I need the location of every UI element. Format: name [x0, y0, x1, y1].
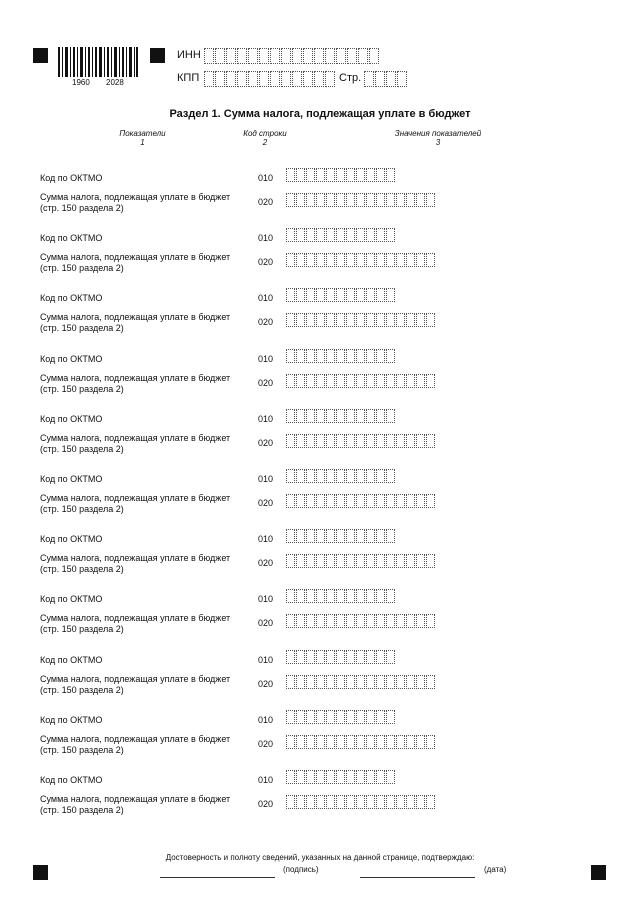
tax-sum-line-code: 020 [258, 799, 274, 809]
oktmo-field[interactable] [286, 228, 396, 242]
barcode-number-left: 1960 [72, 78, 90, 87]
tax-sum-line-code: 020 [258, 197, 274, 207]
oktmo-label: Код по ОКТМО [40, 715, 103, 725]
kpp-label: КПП [177, 72, 200, 84]
oktmo-label: Код по ОКТМО [40, 354, 103, 364]
oktmo-field[interactable] [286, 168, 396, 182]
oktmo-label: Код по ОКТМО [40, 293, 103, 303]
oktmo-field[interactable] [286, 529, 396, 543]
oktmo-line-code: 010 [258, 173, 274, 183]
tax-sum-field[interactable] [286, 614, 436, 628]
inn-label: ИНН [177, 49, 201, 61]
oktmo-line-code: 010 [258, 775, 274, 785]
date-caption: (дата) [484, 865, 507, 874]
registration-marker-bottom-left [33, 865, 48, 880]
oktmo-field[interactable] [286, 770, 396, 784]
oktmo-field[interactable] [286, 650, 396, 664]
oktmo-label: Код по ОКТМО [40, 173, 103, 183]
oktmo-line-code: 010 [258, 534, 274, 544]
tax-sum-label: Сумма налога, подлежащая уплате в бюджет (стр. 150 раздела 2) [40, 674, 231, 695]
tax-sum-label: Сумма налога, подлежащая уплате в бюджет (стр. 150 раздела 2) [40, 613, 231, 634]
kpp-field[interactable] [204, 71, 336, 87]
tax-sum-label: Сумма налога, подлежащая уплате в бюджет (стр. 150 раздела 2) [40, 493, 231, 514]
tax-sum-label: Сумма налога, подлежащая уплате в бюджет (стр. 150 раздела 2) [40, 373, 231, 394]
tax-sum-field[interactable] [286, 374, 436, 388]
date-line[interactable] [360, 877, 475, 878]
registration-marker-top-right [150, 48, 165, 63]
oktmo-field[interactable] [286, 349, 396, 363]
oktmo-line-code: 010 [258, 594, 274, 604]
oktmo-label: Код по ОКТМО [40, 655, 103, 665]
oktmo-line-code: 010 [258, 293, 274, 303]
tax-sum-label: Сумма налога, подлежащая уплате в бюджет (стр. 150 раздела 2) [40, 794, 231, 815]
certification-statement: Достоверность и полноту сведений, указанных на данной странице, подтверждаю: [165, 853, 475, 862]
signature-line[interactable] [160, 877, 275, 878]
oktmo-line-code: 010 [258, 655, 274, 665]
tax-sum-label: Сумма налога, подлежащая уплате в бюджет (стр. 150 раздела 2) [40, 734, 231, 755]
column-header-values: Значения показателей 3 [394, 129, 482, 147]
oktmo-field[interactable] [286, 409, 396, 423]
tax-sum-line-code: 020 [258, 739, 274, 749]
barcode-number-right: 2028 [106, 78, 124, 87]
section-title: Раздел 1. Сумма налога, подлежащая уплате в бюджет [169, 108, 471, 120]
oktmo-line-code: 010 [258, 474, 274, 484]
tax-sum-line-code: 020 [258, 498, 274, 508]
tax-sum-field[interactable] [286, 494, 436, 508]
tax-sum-label: Сумма налога, подлежащая уплате в бюджет (стр. 150 раздела 2) [40, 433, 231, 454]
tax-sum-line-code: 020 [258, 317, 274, 327]
tax-sum-line-code: 020 [258, 378, 274, 388]
tax-sum-field[interactable] [286, 313, 436, 327]
tax-sum-line-code: 020 [258, 618, 274, 628]
oktmo-label: Код по ОКТМО [40, 594, 103, 604]
oktmo-label: Код по ОКТМО [40, 233, 103, 243]
tax-sum-field[interactable] [286, 554, 436, 568]
oktmo-field[interactable] [286, 288, 396, 302]
tax-sum-field[interactable] [286, 193, 436, 207]
page-label: Стр. [339, 72, 362, 84]
signature-caption: (подпись) [283, 865, 319, 874]
oktmo-line-code: 010 [258, 233, 274, 243]
tax-sum-field[interactable] [286, 795, 436, 809]
oktmo-line-code: 010 [258, 414, 274, 424]
oktmo-label: Код по ОКТМО [40, 775, 103, 785]
tax-sum-field[interactable] [286, 675, 436, 689]
oktmo-line-code: 010 [258, 715, 274, 725]
tax-sum-line-code: 020 [258, 679, 274, 689]
tax-sum-line-code: 020 [258, 257, 274, 267]
tax-sum-field[interactable] [286, 434, 436, 448]
inn-field[interactable] [204, 48, 380, 64]
tax-sum-label: Сумма налога, подлежащая уплате в бюджет (стр. 150 раздела 2) [40, 312, 231, 333]
oktmo-label: Код по ОКТМО [40, 474, 103, 484]
tax-sum-line-code: 020 [258, 558, 274, 568]
registration-marker-bottom-right [591, 865, 606, 880]
page-number-field[interactable] [364, 71, 408, 87]
tax-sum-field[interactable] [286, 253, 436, 267]
oktmo-line-code: 010 [258, 354, 274, 364]
column-header-line-code: Код строки 2 [243, 129, 287, 147]
registration-marker-top-left [33, 48, 48, 63]
column-header-indicators: Показатели 1 [119, 129, 166, 147]
tax-sum-label: Сумма налога, подлежащая уплате в бюджет (стр. 150 раздела 2) [40, 252, 231, 273]
oktmo-field[interactable] [286, 589, 396, 603]
oktmo-field[interactable] [286, 710, 396, 724]
tax-sum-line-code: 020 [258, 438, 274, 448]
tax-sum-field[interactable] [286, 735, 436, 749]
oktmo-label: Код по ОКТМО [40, 534, 103, 544]
oktmo-label: Код по ОКТМО [40, 414, 103, 424]
tax-sum-label: Сумма налога, подлежащая уплате в бюджет (стр. 150 раздела 2) [40, 192, 231, 213]
barcode-icon [58, 47, 138, 77]
oktmo-field[interactable] [286, 469, 396, 483]
tax-sum-label: Сумма налога, подлежащая уплате в бюджет (стр. 150 раздела 2) [40, 553, 231, 574]
